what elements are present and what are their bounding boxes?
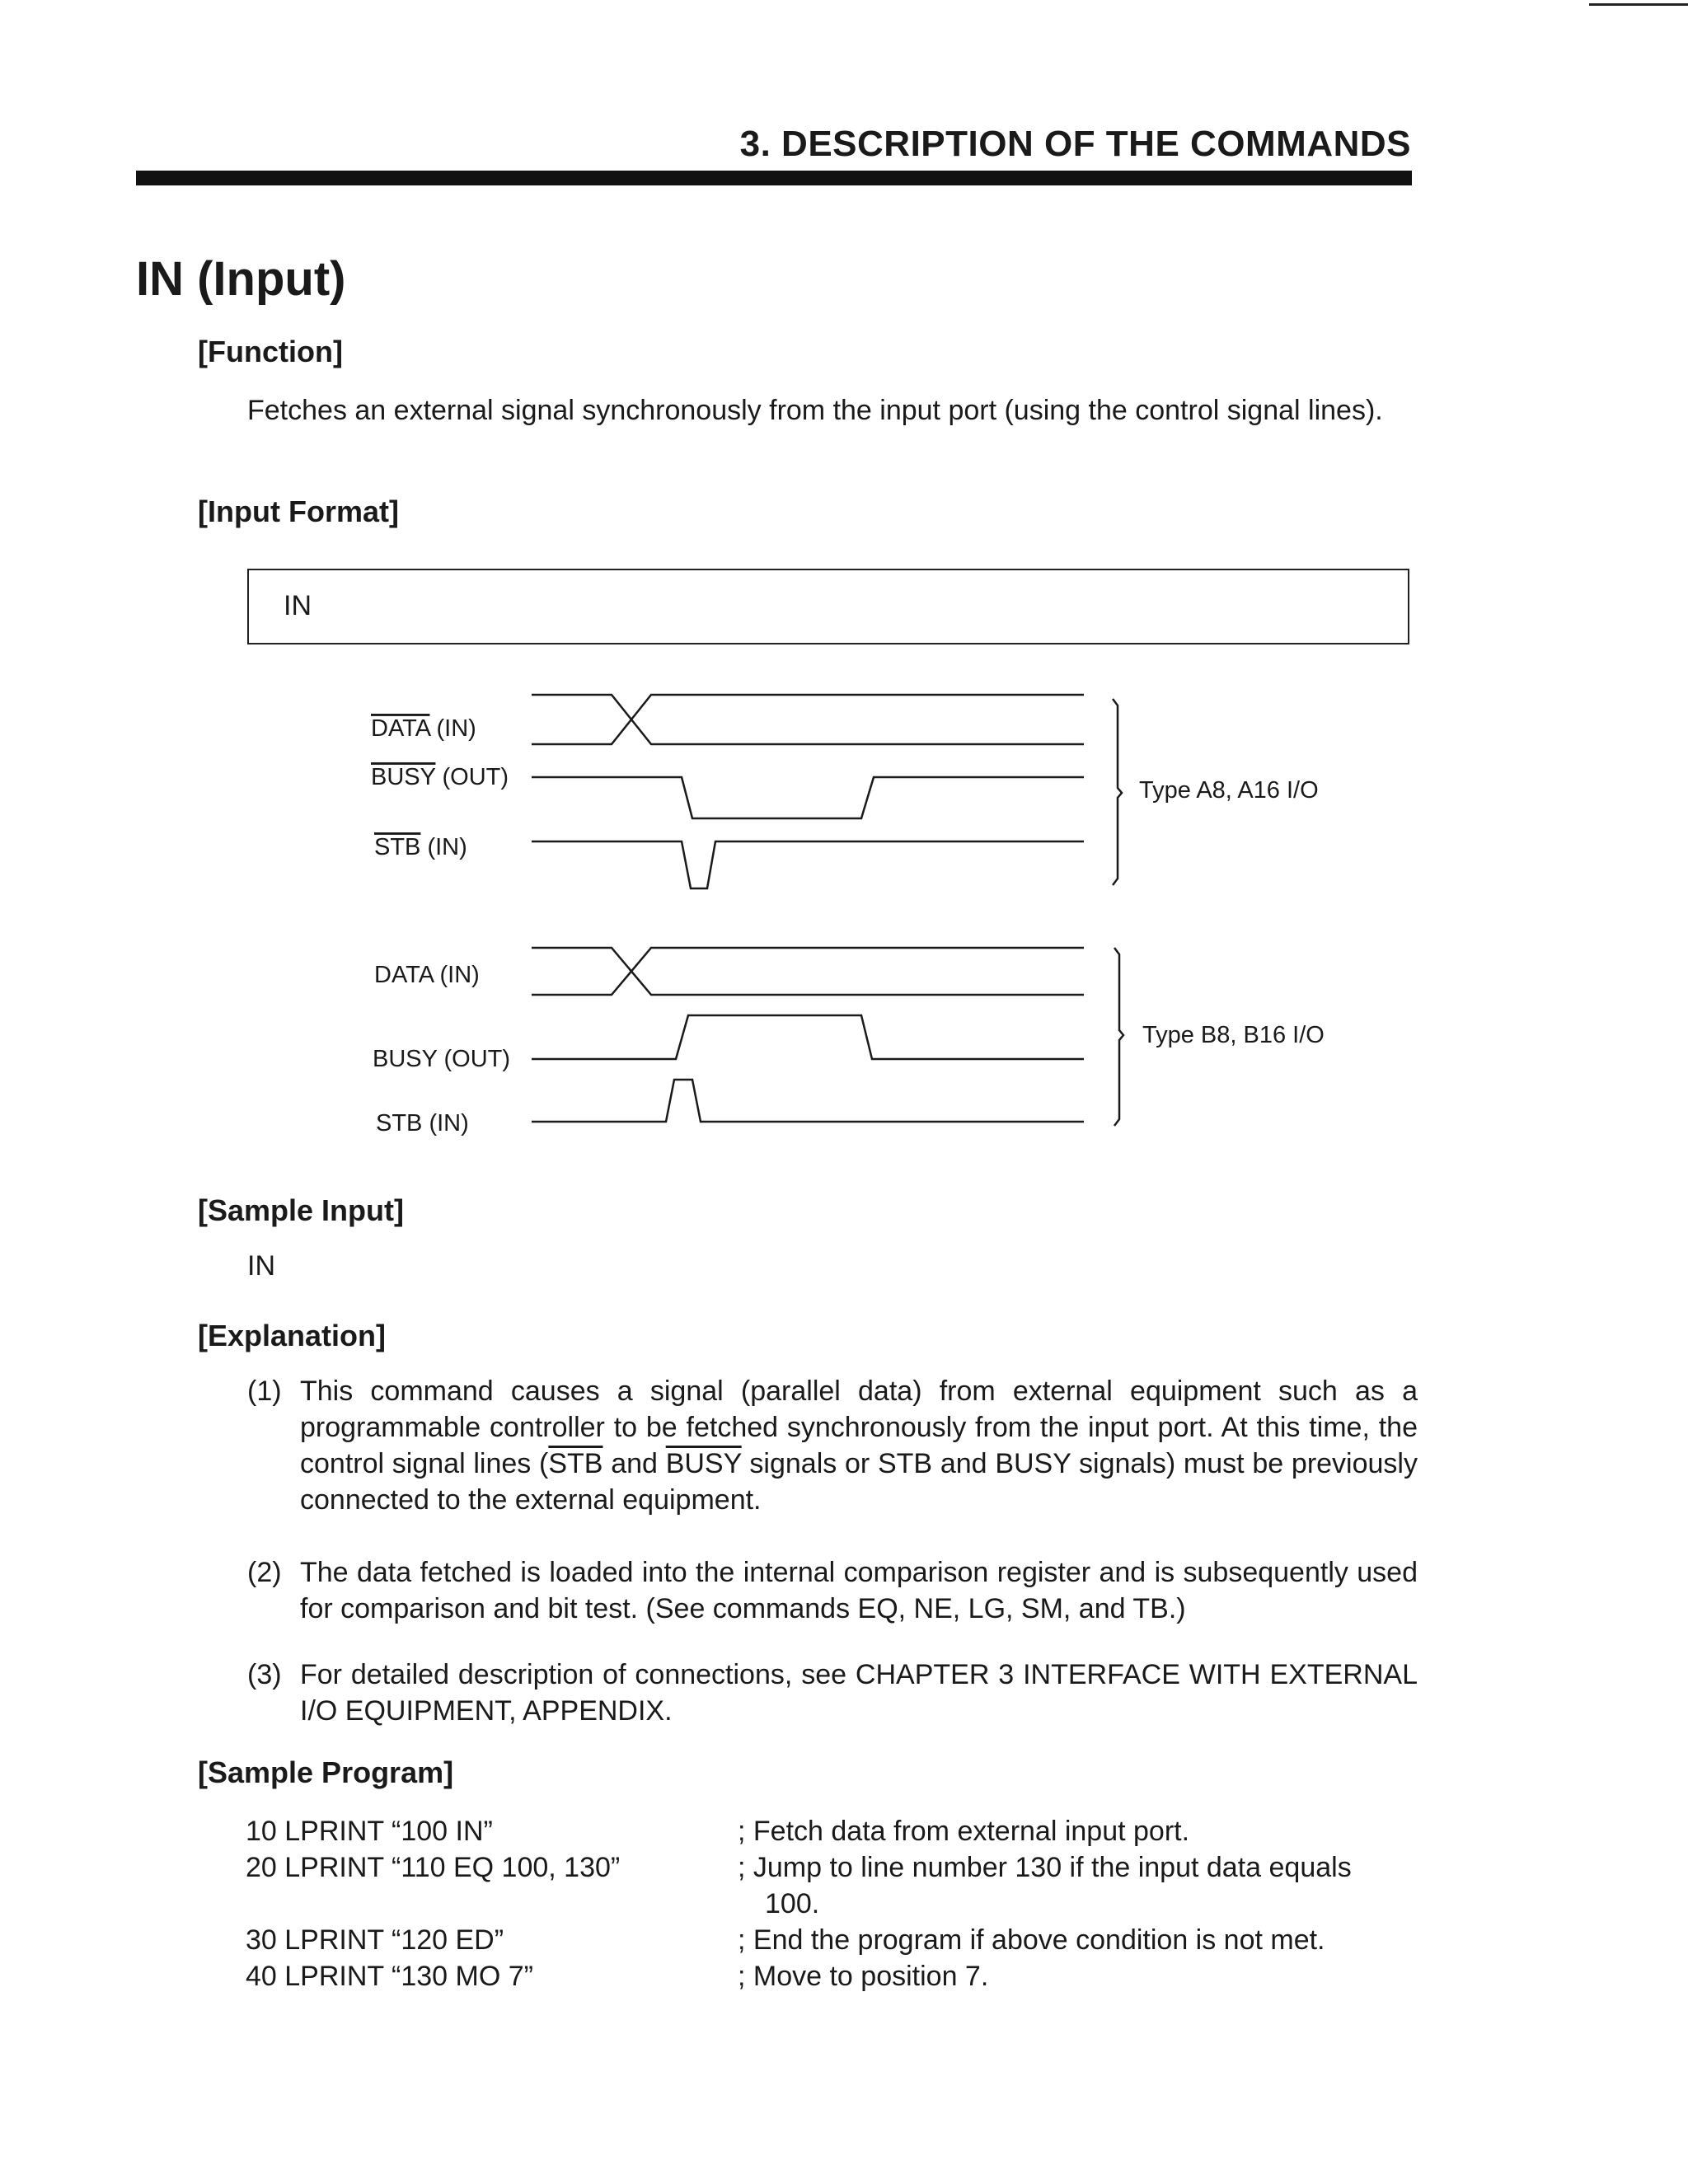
signal-name: STB: [376, 1110, 423, 1137]
signal-name: DATA: [371, 715, 430, 742]
explanation-item-1-text-a: This command causes a signal (parallel data) from external equipment such as a programmable controller to be fetched synchronously from the input port. At this time, the control signal lines (: [300, 1376, 1418, 1479]
group-label-b: Type B8, B16 I/O: [1142, 1022, 1325, 1048]
signal-direction: (IN): [420, 834, 467, 860]
sample-input-heading: [Sample Input]: [198, 1193, 405, 1227]
signal-label-a-data: [371, 715, 476, 742]
program-line-1-code: 10 LPRINT “100 IN”: [246, 1816, 493, 1847]
input-format-heading-label: Input Format: [208, 494, 389, 528]
signal-direction: (OUT): [437, 1046, 511, 1072]
function-heading: [Function]: [198, 335, 343, 368]
explanation-item-2-text: The data fetched is loaded into the internal comparison register and is subsequently used for comparison and bit test. (See commands EQ, NE, LG, SM, and TB.): [300, 1557, 1418, 1624]
program-line-2-code: 20 LPRINT “110 EQ 100, 130”: [246, 1852, 621, 1883]
input-format-box-text: IN: [284, 590, 312, 621]
program-line-2-comment-cont: 100.: [765, 1888, 820, 1919]
sample-program-heading-label: Sample Program: [208, 1755, 444, 1789]
page-title: IN (Input): [136, 252, 346, 306]
signal-name: BUSY: [371, 764, 436, 790]
signal-name: DATA: [374, 962, 434, 988]
signal-label-b-busy: [373, 1046, 510, 1072]
function-text: Fetches an external signal synchronously from the input port (using the control signal lines).: [247, 395, 1383, 426]
function-heading-label: Function: [208, 335, 333, 368]
signal-direction: (IN): [422, 1110, 469, 1137]
program-line-4-code: 40 LPRINT “130 MO 7”: [246, 1961, 533, 1992]
input-format-heading: [Input Format]: [198, 494, 399, 528]
program-line-4-comment: ; Move to position 7.: [738, 1961, 989, 1992]
stb-signal-name: $\overline{STB}$: [548, 1448, 603, 1479]
group-label-a: Type A8, A16 I/O: [1139, 777, 1319, 804]
sample-program-heading: [Sample Program]: [198, 1755, 454, 1789]
signal-label-a-stb: [374, 834, 467, 860]
program-line-2-comment: ; Jump to line number 130 if the input data equals: [738, 1852, 1352, 1883]
waveform-a-stb: [532, 841, 1084, 888]
signal-direction: (IN): [433, 962, 480, 988]
explanation-item-1-num: (1): [247, 1376, 282, 1407]
explanation-item-3-text: For detailed description of connections, see CHAPTER 3 INTERFACE WITH EXTERNAL I/O EQUIPMENT, APPENDIX.: [300, 1659, 1418, 1727]
explanation-heading-label: Explanation: [208, 1319, 377, 1352]
program-line-1-comment: ; Fetch data from external input port.: [738, 1816, 1190, 1847]
signal-label-b-data: [374, 962, 480, 988]
sample-input-text: IN: [247, 1250, 275, 1282]
signal-label-a-busy: [371, 764, 509, 790]
program-line-3-comment: ; End the program if above condition is not met.: [738, 1924, 1325, 1956]
explanation-item-1-text-b: and: [603, 1448, 666, 1479]
busy-signal-name: BUSY: [665, 1448, 742, 1479]
signal-label-b-stb: [376, 1110, 469, 1137]
explanation-heading: [Explanation]: [198, 1319, 387, 1352]
program-line-3-code: 30 LPRINT “120 ED”: [246, 1924, 504, 1956]
waveform-a-data: [532, 695, 1084, 744]
explanation-item-1-text: [300, 1373, 1418, 1518]
bracket-b: [1114, 948, 1123, 1126]
waveform-b-data: [532, 948, 1084, 995]
explanation-item-2-num: (2): [247, 1557, 282, 1588]
waveform-b-busy: [532, 1015, 1084, 1059]
signal-name: BUSY: [373, 1046, 438, 1072]
section-header-title: 3. DESCRIPTION OF THE COMMANDS: [739, 124, 1411, 164]
bracket-a: [1113, 699, 1122, 885]
waveform-b-stb: [532, 1080, 1084, 1122]
sample-input-heading-label: Sample Input: [208, 1193, 395, 1227]
signal-name: STB: [374, 834, 421, 860]
waveform-a-busy: [532, 777, 1084, 818]
signal-direction: (OUT): [435, 764, 509, 790]
explanation-item-1-text-c: signals or STB and BUSY signals) must be previously connected to the external equipment.: [300, 1448, 1418, 1516]
signal-direction: (IN): [429, 715, 476, 742]
explanation-item-3-num: (3): [247, 1659, 282, 1690]
